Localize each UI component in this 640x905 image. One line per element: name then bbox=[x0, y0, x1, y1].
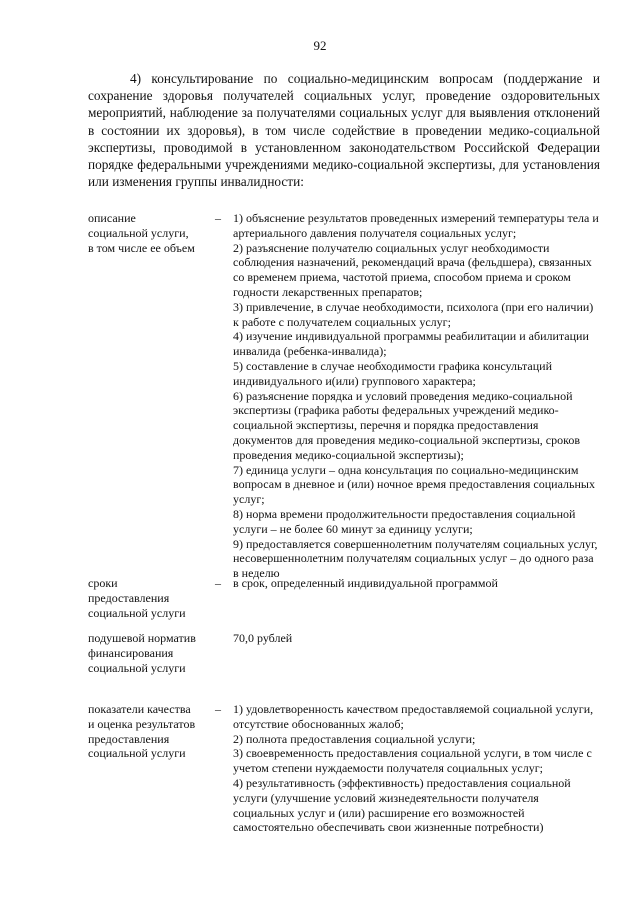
page-number: 92 bbox=[313, 38, 327, 53]
intro-paragraph bbox=[88, 70, 600, 190]
list-item: 7) единица услуги – одна консультация по социально-медицинским вопросам в дневное и (или) ночное время предоставления социальных услуг; bbox=[233, 462, 595, 507]
list-item: 70,0 рублей bbox=[233, 631, 293, 645]
list-item: 2) полнота предоставления социальной услуги; bbox=[233, 731, 476, 746]
row-content bbox=[233, 211, 600, 581]
list-item: 4) изучение индивидуальной программы реабилитации и абилитации инвалида (ребенка-инвалида); bbox=[233, 329, 589, 359]
row-dash: – bbox=[215, 576, 221, 590]
row-financing bbox=[88, 631, 600, 693]
list-item: 3) своевременность предоставления социальной услуги, в том числе с учетом степени нуждаемости получателя социальных услуг; bbox=[233, 746, 592, 776]
list-item: 3) привлечение, в случае необходимости, психолога (при его наличии) к работе с получателем социальных услуг; bbox=[233, 299, 594, 329]
row-content bbox=[233, 576, 600, 591]
row-dash: – bbox=[215, 702, 221, 716]
list-item: 9) предоставляется совершеннолетним получателям социальных услуг, несовершеннолетним получателям социальных услуг – до одного раза в неделю bbox=[233, 536, 598, 581]
row-quality bbox=[88, 702, 600, 852]
list-item: 1) удовлетворенность качеством предоставляемой социальной услуги, отсутствие обоснованных жалоб; bbox=[233, 702, 594, 731]
list-item: 2) разъяснение получателю социальных услуг необходимости соблюдения назначений, рекомендаций врача (фельдшера), связанных со временем приема, частотой приема, способом приема и сроком годности лекарственных препаратов; bbox=[233, 240, 592, 299]
row-content bbox=[233, 631, 600, 646]
row-content bbox=[233, 702, 600, 835]
row-label: описание социальной услуги, в том числе ее объем bbox=[88, 211, 195, 255]
list-item: в срок, определенный индивидуальной программой bbox=[233, 576, 498, 590]
row-label: подушевой норматив финансирования социальной услуги bbox=[88, 631, 196, 675]
row-description bbox=[88, 211, 600, 581]
intro-text: 4) консультирование по социально-медицинским вопросам (поддержание и сохранение здоровья получателей социальных услуг, проведение оздоровительных мероприятий, наблюдение за получателями социальных услуг для выявления отклонений в состоянии их здоровья), в том числе содействие в проведении медико-социальной экспертизы, проводимой в установленном законодательством Российской Федерации порядке федеральными учреждениями медико-социальной экспертизы, для установления или изменения группы инвалидности: bbox=[88, 71, 600, 190]
row-dash: – bbox=[215, 211, 221, 225]
list-item: 6) разъяснение порядка и условий проведения медико-социальной экспертизы (графика работы федеральных учреждений медико-социальной экспертизы, перечня и порядка предоставления документов для проведения медико-социальной экспертизы, сроков проведения медико-социальной экспертизы); bbox=[233, 388, 580, 462]
list-item: 5) составление в случае необходимости графика консультаций индивидуального и(или) группового характера; bbox=[233, 358, 553, 388]
list-item: 4) результативность (эффективность) предоставления социальной услуги (улучшение условий жизнедеятельности получателя социальных услуг и (или) расширение его возможностей самостоятельно обеспечивать свои жизненные потребности) bbox=[233, 775, 571, 835]
row-label: показатели качества и оценка результатов предоставления социальной услуги bbox=[88, 702, 196, 761]
list-item: 8) норма времени продолжительности предоставления социальной услуги – не более 60 минут за единицу услуги; bbox=[233, 506, 576, 536]
row-terms bbox=[88, 576, 600, 624]
list-item: 1) объяснение результатов проведенных измерений температуры тела и артериального давления получателя социальных услуг; bbox=[233, 211, 599, 240]
row-label: сроки предоставления социальной услуги bbox=[88, 576, 186, 620]
